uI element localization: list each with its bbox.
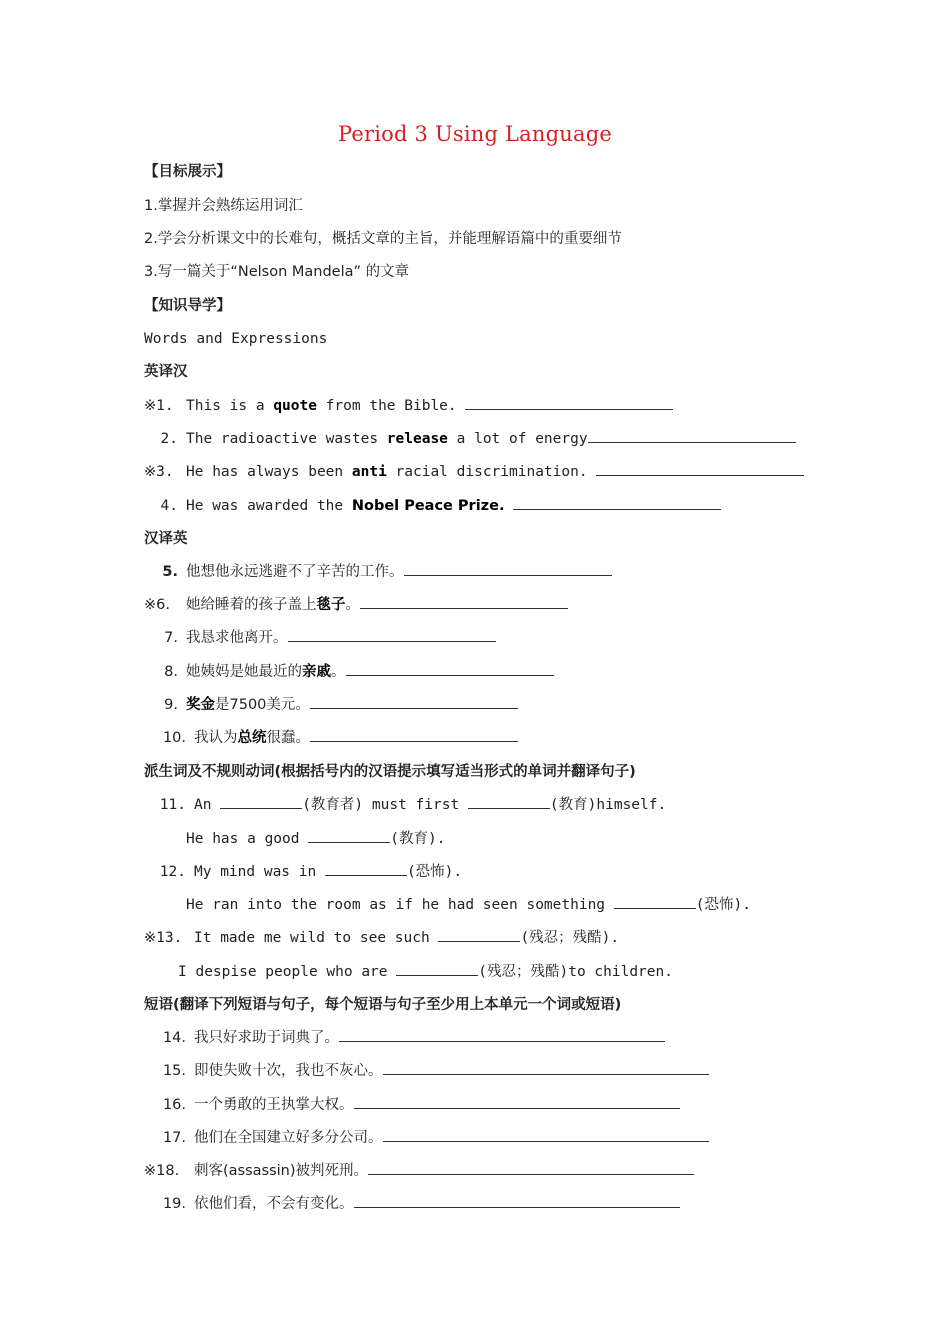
exercise-item: 9. 奖金是7500美元。 [144, 694, 518, 716]
exercise-item: 2. The radioactive wastes release a lot of energy [144, 428, 796, 450]
answer-blank[interactable] [383, 1060, 709, 1075]
exercise-item: 11. An (教育者) must first (教育)himself. [144, 794, 666, 816]
answer-blank[interactable] [596, 461, 804, 476]
goal-item: 1.掌握并会熟练运用词汇 [144, 198, 303, 214]
answer-blank[interactable] [220, 794, 302, 809]
exercise-item: ※13. It made me wild to see such (残忍；残酷). [144, 927, 619, 949]
exercise-item: 17. 他们在全国建立好多分公司。 [144, 1127, 709, 1149]
exercise-item: I despise people who are (残忍；残酷)to children. [178, 961, 673, 983]
answer-blank[interactable] [396, 961, 478, 976]
answer-blank[interactable] [465, 395, 673, 410]
answer-blank[interactable] [588, 428, 796, 443]
answer-blank[interactable] [325, 861, 407, 876]
exercise-item: 12. My mind was in (恐怖). [144, 861, 462, 883]
exercise-item: 19. 依他们看，不会有变化。 [144, 1193, 680, 1215]
answer-blank[interactable] [513, 495, 721, 510]
exercise-item: 16. 一个勇敢的王执掌大权。 [144, 1094, 680, 1116]
exercise-item: ※1. This is a quote from the Bible. [144, 395, 673, 417]
exercise-item: 7. 我恳求他离开。 [144, 627, 496, 649]
answer-blank[interactable] [310, 727, 518, 742]
answer-blank[interactable] [383, 1127, 709, 1142]
answer-blank[interactable] [354, 1193, 680, 1208]
exercise-item: 8. 她姨妈是她最近的亲戚。 [144, 661, 554, 683]
goal-item: 2.学会分析课文中的长难句，概括文章的主旨，并能理解语篇中的重要细节 [144, 231, 622, 247]
exercise-item: He ran into the room as if he had seen something (恐怖). [186, 894, 751, 916]
derivatives-heading: 派生词及不规则动词(根据括号内的汉语提示填写适当形式的单词并翻译句子) [144, 764, 636, 780]
answer-blank[interactable] [368, 1160, 694, 1175]
exercise-item: He has a good (教育). [186, 828, 445, 850]
page-title: Period 3 Using Language [338, 122, 612, 146]
answer-blank[interactable] [614, 894, 696, 909]
cn-to-en-heading: 汉译英 [144, 531, 188, 547]
answer-blank[interactable] [354, 1094, 680, 1109]
exercise-item: ※6. 她给睡着的孩子盖上毯子。 [144, 594, 568, 616]
exercise-item: ※3. He has always been anti racial discrimination. [144, 461, 804, 483]
answer-blank[interactable] [308, 828, 390, 843]
exercise-item: 15. 即使失败十次，我也不灰心。 [144, 1060, 709, 1082]
exercise-item: 4. He was awarded the Nobel Peace Prize. [144, 495, 721, 517]
answer-blank[interactable] [310, 694, 518, 709]
answer-blank[interactable] [360, 594, 568, 609]
exercise-item: 14. 我只好求助于词典了。 [144, 1027, 665, 1049]
knowledge-heading: 【知识导学】 [144, 298, 231, 314]
en-to-cn-heading: 英译汉 [144, 364, 188, 380]
exercise-item: ※18. 刺客(assassin)被判死刑。 [144, 1160, 694, 1182]
goal-item: 3.写一篇关于“Nelson Mandela” 的文章 [144, 264, 410, 280]
exercise-item: 10. 我认为总统很蠢。 [144, 727, 518, 749]
words-expressions-label: Words and Expressions [144, 331, 328, 347]
answer-blank[interactable] [339, 1027, 665, 1042]
answer-blank[interactable] [346, 661, 554, 676]
goals-heading: 【目标展示】 [144, 164, 231, 180]
phrases-heading: 短语(翻译下列短语与句子，每个短语与句子至少用上本单元一个词或短语) [144, 997, 622, 1013]
exercise-item: 5. 他想他永远逃避不了辛苦的工作。 [144, 561, 612, 583]
answer-blank[interactable] [438, 927, 520, 942]
answer-blank[interactable] [288, 627, 496, 642]
answer-blank[interactable] [468, 794, 550, 809]
answer-blank[interactable] [404, 561, 612, 576]
